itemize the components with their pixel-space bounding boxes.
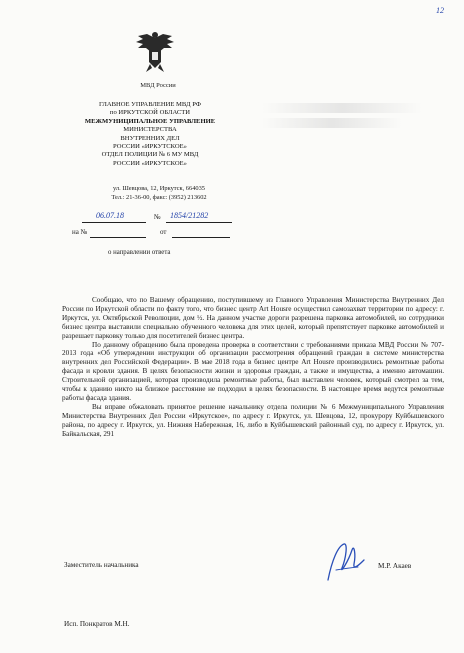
subject-line: о направлении ответа — [108, 249, 171, 256]
phone-line: Тел.: 21-36-00, факс: (3952) 213602 — [111, 193, 207, 201]
address-line: ул. Шевцова, 12, Иркутск, 664035 — [113, 185, 205, 192]
letterhead-line: по ИРКУТСКОЙ ОБЛАСТИ — [109, 109, 191, 117]
signatory-name: М.Р. Акаев — [378, 562, 412, 570]
letterhead-line: ОТДЕЛ ПОЛИЦИИ № 6 МУ МВД — [101, 151, 199, 159]
registration-number: 1854/21282 — [170, 211, 209, 220]
signatory-role: Заместитель начальника — [64, 561, 139, 569]
letterhead-line: РОССИИ «ИРКУТСКОЕ» — [113, 159, 187, 167]
body-paragraph: Вы вправе обжаловать принятое решение начальнику отдела полиции № 6 Межмуниципального Управления Министерства Внутренних Дел России «Иркутское», по адресу г. Иркутск, ул. Шевцова, 12, прокурору Куйбышевского района, по адресу г. Иркутск, ул. Нижняя Набережная, 16, либо в Куйбышевский районный суд, по адресу г. Иркутск, ул. Байкальская, 291 — [62, 402, 444, 438]
sender-address — [94, 185, 224, 202]
number-label: № — [154, 213, 161, 221]
double-headed-eagle-icon — [134, 30, 176, 74]
ministry-caption: МВД России — [140, 82, 176, 89]
reference-number-label: на № — [72, 228, 88, 236]
letterhead-line: ВНУТРЕННИХ ДЕЛ — [120, 134, 180, 142]
letterhead-line: МЕЖМУНИЦИПАЛЬНОЕ УПРАВЛЕНИЕ — [84, 117, 216, 125]
handwritten-signature — [318, 540, 374, 584]
redacted-recipient-line — [262, 103, 422, 113]
registration-date: 06.07.18 — [96, 211, 124, 220]
date-underline — [82, 222, 146, 223]
number-underline — [166, 222, 232, 223]
letterhead-line: ГЛАВНОЕ УПРАВЛЕНИЕ МВД РФ — [99, 101, 201, 108]
reference-number-underline — [90, 237, 146, 238]
redacted-recipient-line — [262, 118, 402, 128]
reference-date-underline — [172, 237, 230, 238]
body-paragraph: По данному обращению была проведена проверка в соответствии с требованиями приказа МВД России № 707-2013 года «Об утверждении инструкции об организации рассмотрения обращений граждан в системе министерства внутренних дел Российской Федерации». В мае 2018 года в бизнес центре Art Housre производились ремонтные работы фасада и кровли здания. В целях безопасности жизни и здоровья граждан, а также и имущества, а именно автомашин. Строительной организацией, которая производила ремонтные работы, был выставлен человек, который смотрел за тем, чтобы к зданию никто на близкое расстояние не подходил в целях безопасности. В настоящее время ведутся ремонтные работы фасада здания. — [62, 340, 444, 402]
letterhead — [70, 101, 230, 168]
reference-date-label: от — [160, 228, 167, 236]
executor-name: Исп. Понкратов М.Н. — [64, 620, 130, 628]
page-number-handwritten: 12 — [436, 6, 444, 15]
body-paragraph: Сообщаю, что по Вашему обращению, поступившему из Главного Управления Министерства Внутренних Дел России по Иркутской области по факту того, что бизнес центр Art Housre осуществил самозахват территории по адресу: г. Иркутск, ул. Октябрьской Революции, дом ½. На данном участке дороги разрешена парковка автомобилей, но сотрудники бизнес центра выставили специально обученного человека для этих целей, который препятствует парковке автомобилей и разрешает парковку только для посетителей бизнес центра. — [62, 296, 444, 340]
letterhead-line: МИНИСТЕРСТВА — [123, 126, 177, 134]
letterhead-line: РОССИИ «ИРКУТСКОЕ» — [113, 143, 187, 151]
letter-body — [62, 296, 444, 439]
